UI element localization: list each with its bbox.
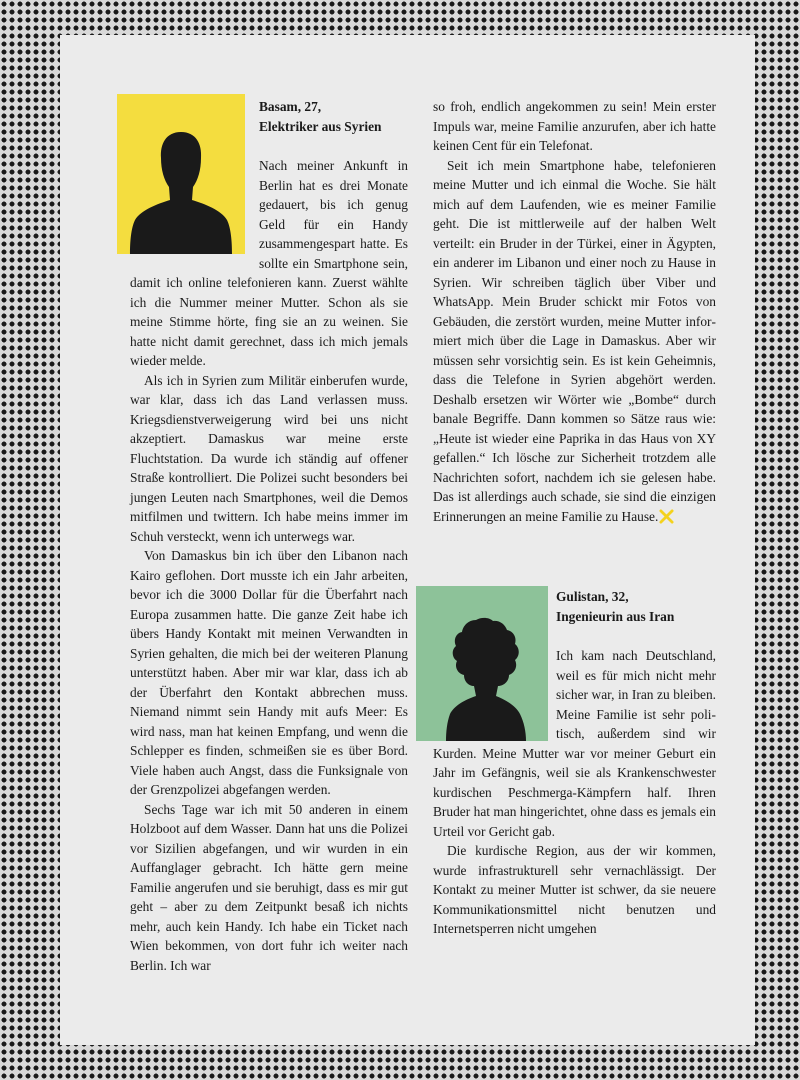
paragraph: Seit ich mein Smartphone habe, telefonieren meine Mutter und ich einmal die Woche. Sie hält mich auf dem Laufenden, wie es meiner Familie geht. Die ist mittlerweile auf der halben Welt verteilt: ein Bruder in der Türkei, einer in Ägypten, ein anderer im Libanon und einer noch zu Hause in Syrien. Wir schreiben täglich über Viber und WhatsApp. Mein Bruder schickt mir Fotos von Gebäuden, die zerstört wurden, meine Mutter informiert mich über die Lage in Damaskus. Aber wir müssen sehr vorsichtig sein. Es ist kein Geheimnis, dass die Telefone in Syrien abgehört werden. Deshalb ersetzen wir Wörter wie „Bombe“ durch banale Begriffe. Dann kommen so Sätze raus wie: „Heute ist wieder eine Paprika in das Haus von XY gefallen.“ Ich lösche zur Sicherheit trotzdem alle Nachrichten sofort, nachdem ich sie gelesen habe. Das ist allerdings auch schade, sie sind die einzigen Erinnerungen an meine Familie zu Hause. (433, 157, 716, 524)
paragraph: so froh, endlich angekommen zu sein! Mein erster Impuls war, meine Familie anzurufen, aber ich hatte keinen Cent für ein Telefonat. (433, 99, 716, 153)
portrait-basam (117, 94, 245, 254)
paragraph: Nach meiner Ankunft in Berlin hat es drei Monate gedauert, bis ich genug Geld für ein Handy zusammengespart hatte. Es sollte ein Smartphone sein, damit ich online telefonieren kann. Zuerst wählte ich die Nummer meiner Mutter. Schon als sie meine Stimme hörte, fing sie an zu weinen. Sie hatte nicht damit gerechnet, dass ich mich jemals wieder melde. (130, 158, 408, 368)
paragraph: Ich kam nach Deutschland, weil es für mich nicht mehr sicher war, in Iran zu bleiben. Meine Familie ist sehr politisch, außerdem sind wir Kurden. Meine Mutter war vor meiner Geburt ein Jahr im Gefängnis, weil sie als Krankenschwester kurdischen Peschmerga-Kämpfern half. Ihren Bruder hat man hingerichtet, ohne dass es jemals ein Urteil vor Gericht gab. (433, 648, 716, 839)
column-right (433, 97, 716, 939)
person-silhouette-icon (117, 94, 245, 254)
x-end-mark-icon (659, 509, 674, 524)
magazine-page (60, 35, 755, 1045)
paragraph: Sechs Tage war ich mit 50 anderen in einem Holzboot auf dem Wasser. Dann hat uns die Polizei vor Sizilien abgefangen, und wir wurden in ein Auffanglager gebracht. Ich hätte gern meine Familie angerufen und sie beruhigt, dass es mir gut geht – aber zu dem Zeitpunkt besaß ich nichts mehr, auch kein Handy. Ich habe ein Ticket nach Wien bekommen, von dort fuhr ich weiter nach Berlin. Ich war (130, 801, 408, 973)
section-spacer (433, 526, 716, 587)
paragraph: Als ich in Syrien zum Militär einberufen wurde, war klar, dass ich das Land verlassen muss. Kriegsdienstverweigerung wird bei uns nicht akzeptiert. Damaskus war meine erste Fluchtstation. Da wurde ich ständig auf offener Straße kontrolliert. Die Polizei sucht besonders bei jungen Leuten nach Smartphones, weil die Demos mitfilmen und twittern. Ich habe meins immer im Schuh versteckt, wenn ich unterwegs war. (130, 372, 408, 544)
profile-heading-basam: Basam, 27, Elektriker aus Syrien (259, 99, 382, 134)
profile-heading-gulistan: Gulistan, 32, Ingenieurin aus Iran (556, 589, 675, 624)
paragraph: Von Damaskus bin ich über den Libanon nach Kairo geflohen. Dort musste ich ein Jahr arbeiten, bevor ich die 3000 Dollar für die Überfahrt nach Europa zusammen hatte. Die ganze Zeit habe ich übers Handy Kontakt mit meinen Verwandten in Syrien gehalten, die mich bei der weiteren Planung unterstützt haben. Aber mir war klar, dass ich ab der Überfahrt den Kontakt abbrechen muss. Niemand nimmt sein Handy mit aufs Meer: Es wird nass, man hat keinen Empfang, und wenn die Schlepper es finden, schmeißen sie es über Bord. Viele haben auch Angst, dass die Funksignale von der Grenzpolizei abgefangen werden. (130, 548, 408, 797)
portrait-gulistan (416, 586, 548, 741)
column-left (130, 97, 408, 975)
paragraph: Die kurdische Region, aus der wir kommen, wurde infrastrukturell sehr vernachlässigt. Der Kontakt zu meiner Mutter ist schwer, da sie neuere Kommunikationsmittel nicht benutzen und Internetsperren nicht umgehen (433, 843, 716, 936)
person-silhouette-curly-hair-icon (416, 586, 548, 741)
